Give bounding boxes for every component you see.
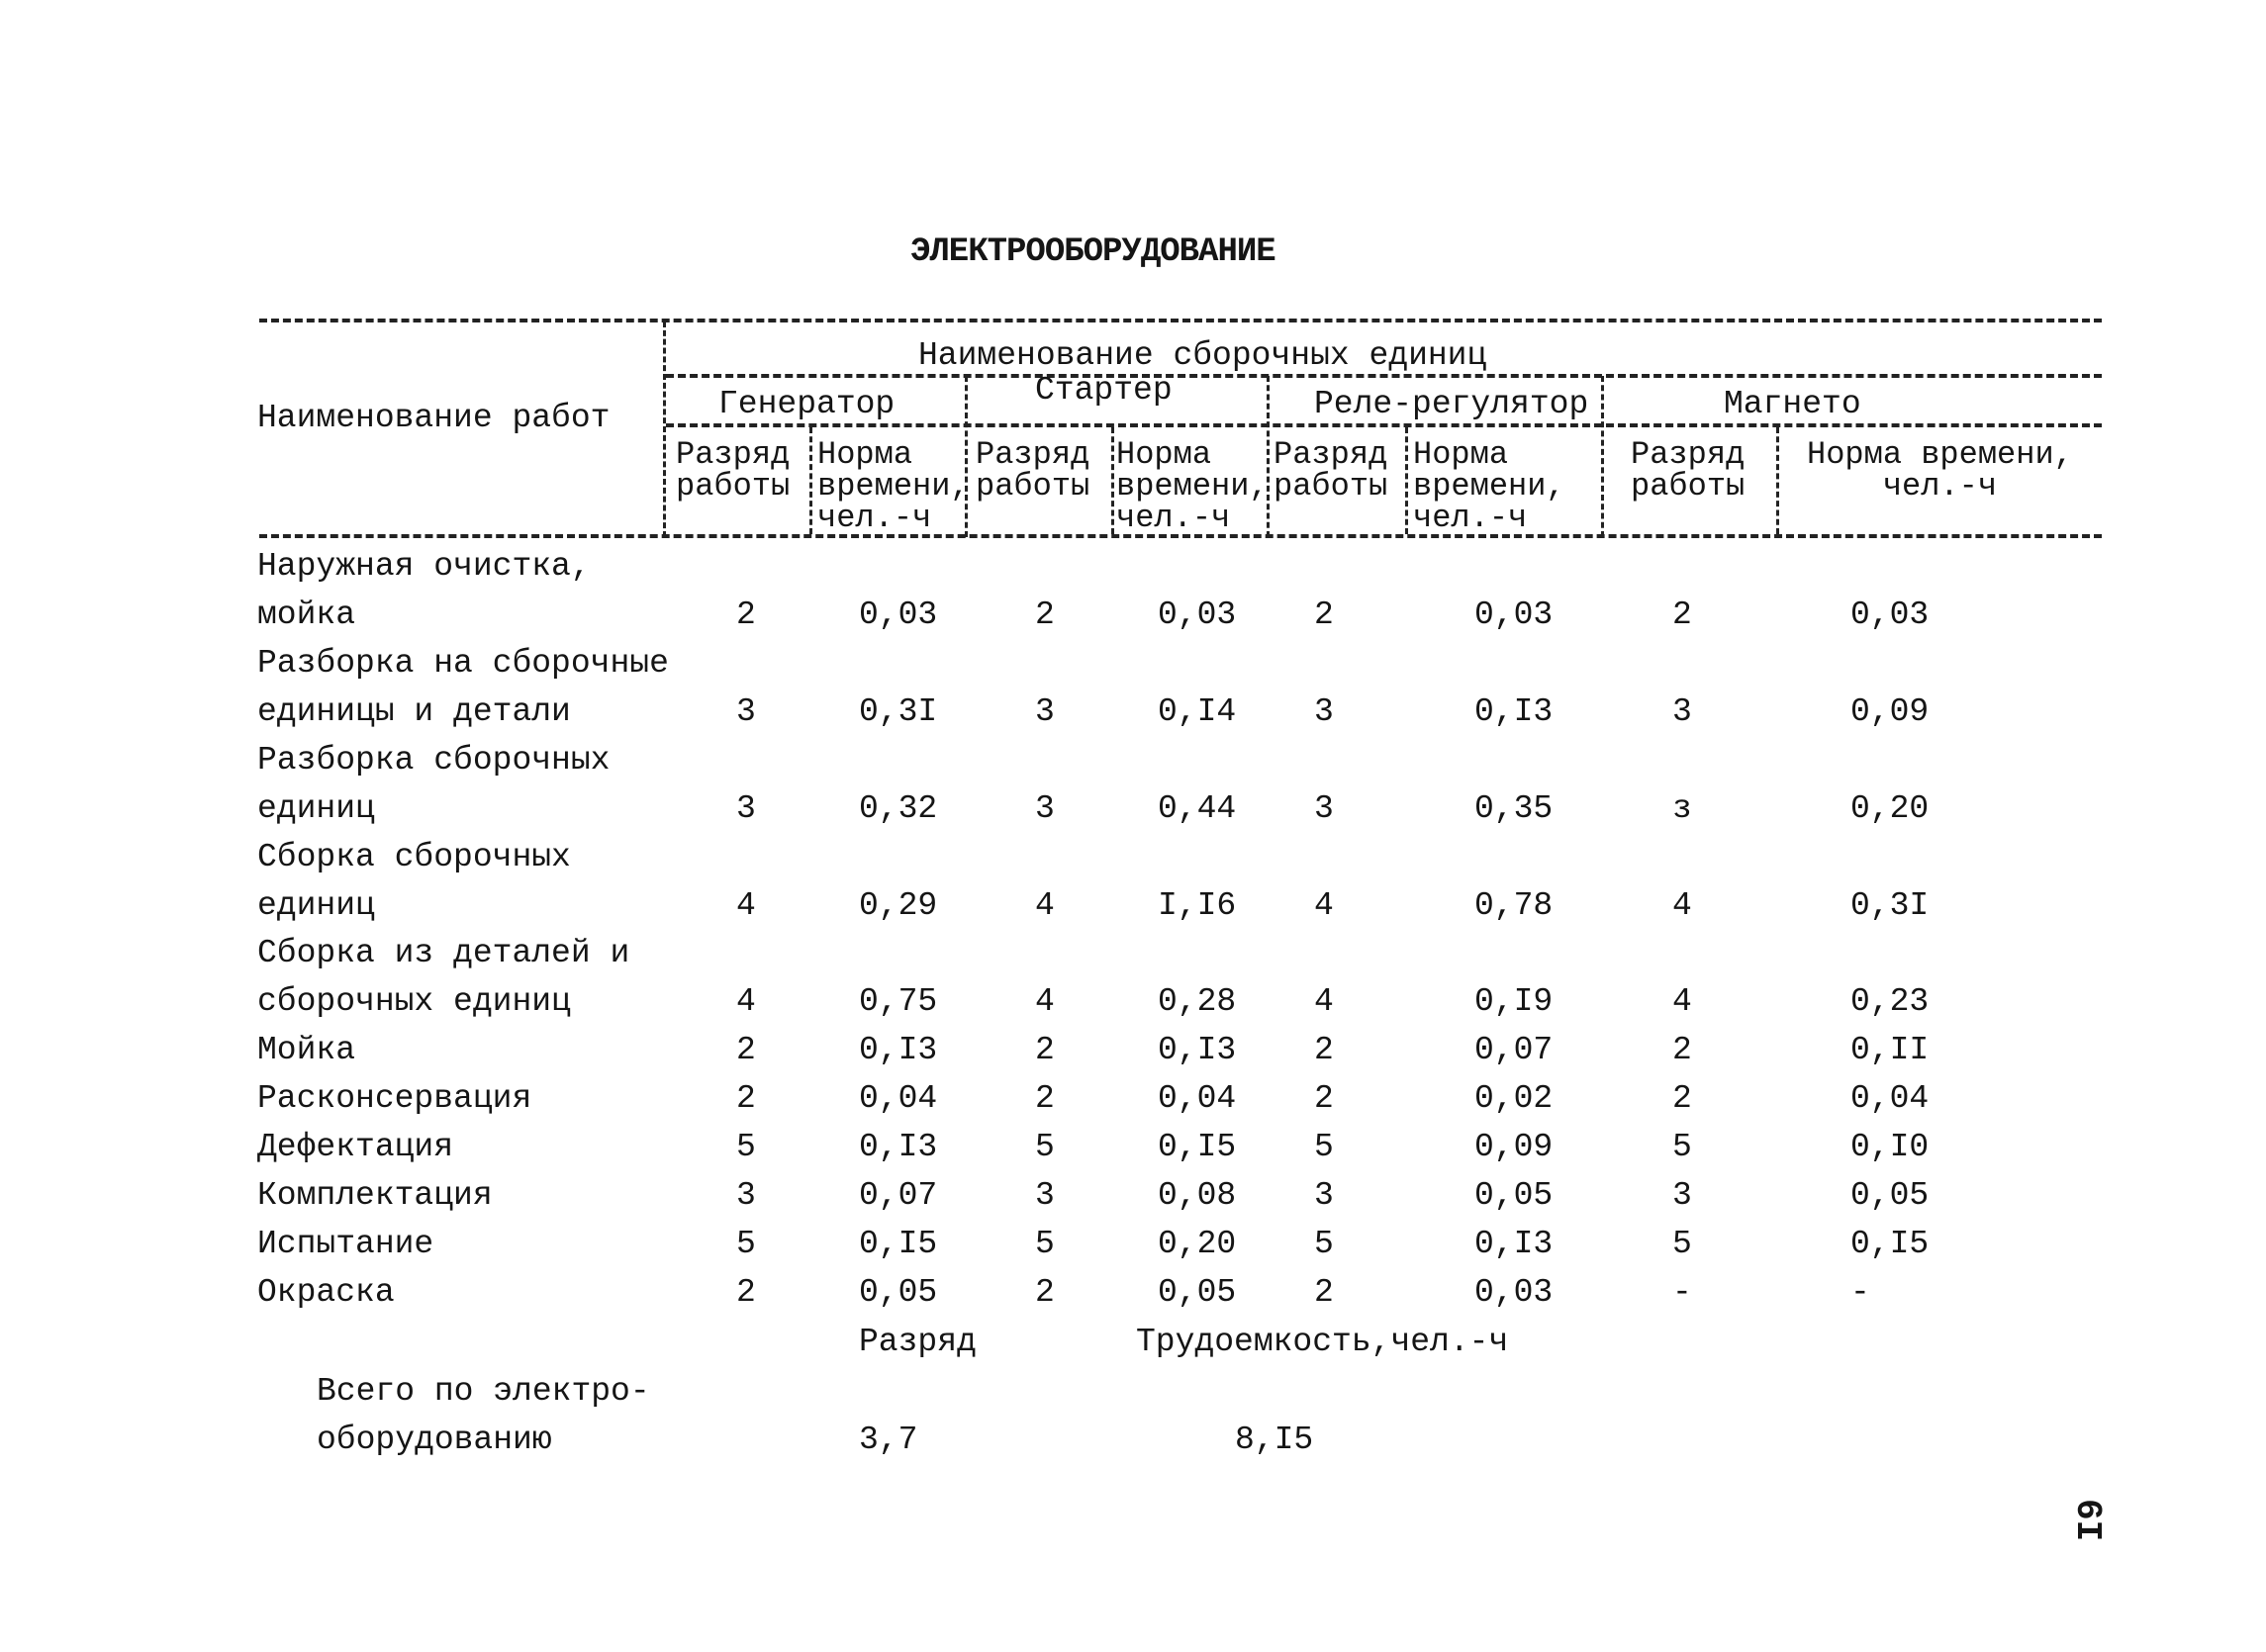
table-cell: 2 [736, 1080, 756, 1117]
table-cell: 3 [1314, 790, 1334, 827]
table-cell: 2 [1035, 1080, 1055, 1117]
table-cell: 0,03 [1474, 597, 1554, 633]
table-cell: 0,3I [1850, 887, 1930, 924]
table-cell: 0,I3 [859, 1129, 938, 1165]
row-name: Разборка на сборочные единицы и детали [257, 645, 669, 730]
row-name: Мойка [257, 1032, 356, 1068]
row-name: Сборка из деталей и сборочных единиц [257, 935, 630, 1020]
table-cell: 0,05 [1158, 1274, 1237, 1311]
table-cell: 5 [1314, 1129, 1334, 1165]
table-cell: 5 [736, 1226, 756, 1262]
table-cell: 0,75 [859, 983, 938, 1020]
table-cell: 0,03 [1474, 1274, 1554, 1311]
table-cell: 0,20 [1850, 790, 1930, 827]
table-cell: 0,I5 [1850, 1226, 1930, 1262]
table-cell: 0,05 [1850, 1177, 1930, 1214]
row-name: Разборка сборочных единиц [257, 742, 611, 827]
table-cell: 0,78 [1474, 887, 1554, 924]
table-cell: 5 [1035, 1129, 1055, 1165]
subheader-grade: Разряд работы [676, 436, 791, 505]
group-header: Наименование сборочных единиц [918, 337, 1487, 374]
table-cell: 2 [736, 1274, 756, 1311]
table-cell: 0,09 [1474, 1129, 1554, 1165]
page-number: 6I [2067, 1499, 2108, 1542]
totals-grade-value: 3,7 [859, 1422, 918, 1458]
table-cell: 4 [1314, 983, 1334, 1020]
table-cell: 5 [1314, 1226, 1334, 1262]
table-cell: 0,05 [1474, 1177, 1554, 1214]
table-cell: 0,28 [1158, 983, 1237, 1020]
table-cell: 0,3I [859, 693, 938, 730]
table-cell: 4 [1035, 983, 1055, 1020]
table-cell: 0,23 [1850, 983, 1930, 1020]
table-cell: 3 [1672, 693, 1692, 730]
table-cell: 0,29 [859, 887, 938, 924]
table-cell: 0,I0 [1850, 1129, 1930, 1165]
table-cell: 0,I9 [1474, 983, 1554, 1020]
table-cell: 4 [1672, 983, 1692, 1020]
table-cell: 0,II [1850, 1032, 1930, 1068]
work-column-header: Наименование работ [257, 400, 611, 436]
subheader-norm: Норма времени, чел.-ч [1413, 436, 1565, 536]
table-cell: 0,20 [1158, 1226, 1237, 1262]
unit-header-starter: Стартер [1035, 372, 1173, 409]
table-cell: - [1672, 1274, 1692, 1311]
table-cell: 3 [1672, 1177, 1692, 1214]
subheader-norm: Норма времени, чел.-ч [1807, 436, 2073, 505]
table-cell: 0,09 [1850, 693, 1930, 730]
table-cell: 0,32 [859, 790, 938, 827]
row-name: Комплектация [257, 1177, 493, 1214]
table-cell: - [1850, 1274, 1870, 1311]
table-cell: 0,08 [1158, 1177, 1237, 1214]
table-cell: 3 [1035, 790, 1055, 827]
table-cell: 3 [736, 1177, 756, 1214]
table-cell: 0,07 [1474, 1032, 1554, 1068]
table-cell: I,I6 [1158, 887, 1237, 924]
table-cell: 4 [1672, 887, 1692, 924]
table-cell: 3 [736, 790, 756, 827]
unit-header-relay: Реле-регулятор [1314, 386, 1589, 422]
subheader-grade: Разряд работы [1631, 436, 1746, 505]
units-rule [666, 423, 2102, 427]
table-cell: 2 [1314, 1032, 1334, 1068]
table-cell: 3 [736, 693, 756, 730]
table-cell: 5 [1672, 1226, 1692, 1262]
table-cell: 2 [1672, 1080, 1692, 1117]
table-cell: 0,04 [859, 1080, 938, 1117]
table-cell: 0,44 [1158, 790, 1237, 827]
table-cell: 0,I5 [1158, 1129, 1237, 1165]
group-rule [666, 374, 2102, 378]
table-cell: 0,I4 [1158, 693, 1237, 730]
col-sep [1776, 427, 1779, 534]
unit-header-generator: Генератор [718, 386, 896, 422]
table-cell: 3 [1314, 1177, 1334, 1214]
table-cell: з [1672, 790, 1692, 827]
table-cell: 0,I3 [1474, 693, 1554, 730]
row-name: Дефектация [257, 1129, 454, 1165]
table-cell: 0,03 [859, 597, 938, 633]
table-cell: 2 [736, 597, 756, 633]
table-cell: 3 [1314, 693, 1334, 730]
table-cell: 2 [1314, 1080, 1334, 1117]
table-cell: 3 [1035, 1177, 1055, 1214]
col-sep [663, 321, 666, 537]
table-cell: 0,35 [1474, 790, 1554, 827]
table-cell: 0,I5 [859, 1226, 938, 1262]
table-cell: 4 [1314, 887, 1334, 924]
table-cell: 3 [1035, 693, 1055, 730]
table-cell: 5 [736, 1129, 756, 1165]
table-cell: 2 [1672, 1032, 1692, 1068]
row-name: Испытание [257, 1226, 434, 1262]
table-cell: 4 [736, 983, 756, 1020]
totals-labor-label: Трудоемкость,чел.-ч [1136, 1324, 1509, 1360]
table-cell: 2 [1672, 597, 1692, 633]
row-name: Окраска [257, 1274, 395, 1311]
table-cell: 2 [1314, 597, 1334, 633]
subheader-norm: Норма времени, чел.-ч [1116, 436, 1269, 536]
table-cell: 0,I3 [1474, 1226, 1554, 1262]
table-cell: 0,I3 [1158, 1032, 1237, 1068]
col-sep [1601, 376, 1604, 537]
table-cell: 5 [1035, 1226, 1055, 1262]
col-sep [1111, 427, 1114, 534]
table-cell: 5 [1672, 1129, 1692, 1165]
row-name: Расконсервация [257, 1080, 532, 1117]
table-cell: 0,03 [1158, 597, 1237, 633]
unit-header-magneto: Магнето [1724, 386, 1861, 422]
table-cell: 2 [736, 1032, 756, 1068]
col-sep [809, 427, 812, 534]
table-cell: 0,07 [859, 1177, 938, 1214]
table-cell: 2 [1035, 1032, 1055, 1068]
subheader-grade: Разряд работы [1274, 436, 1388, 505]
table-cell: 2 [1035, 1274, 1055, 1311]
row-name: Наружная очистка, мойка [257, 548, 591, 633]
table-cell: 4 [1035, 887, 1055, 924]
totals-grade-label: Разряд [859, 1324, 977, 1360]
table-cell: 0,04 [1850, 1080, 1930, 1117]
col-sep [1405, 427, 1408, 534]
subheader-norm: Норма времени, чел.-ч [817, 436, 970, 536]
totals-labor-value: 8,I5 [1235, 1422, 1314, 1458]
subheader-grade: Разряд работы [976, 436, 1090, 505]
row-name: Сборка сборочных единиц [257, 839, 571, 924]
table-cell: 2 [1314, 1274, 1334, 1311]
table-top-rule [259, 319, 2102, 322]
table-cell: 0,I3 [859, 1032, 938, 1068]
totals-label: Всего по электро- оборудованию [317, 1373, 650, 1458]
table-cell: 0,02 [1474, 1080, 1554, 1117]
page-title: ЭЛЕКТРООБОРУДОВАНИЕ [910, 233, 1275, 271]
table-cell: 2 [1035, 597, 1055, 633]
table-cell: 0,05 [859, 1274, 938, 1311]
table-cell: 0,04 [1158, 1080, 1237, 1117]
table-cell: 0,03 [1850, 597, 1930, 633]
table-cell: 4 [736, 887, 756, 924]
